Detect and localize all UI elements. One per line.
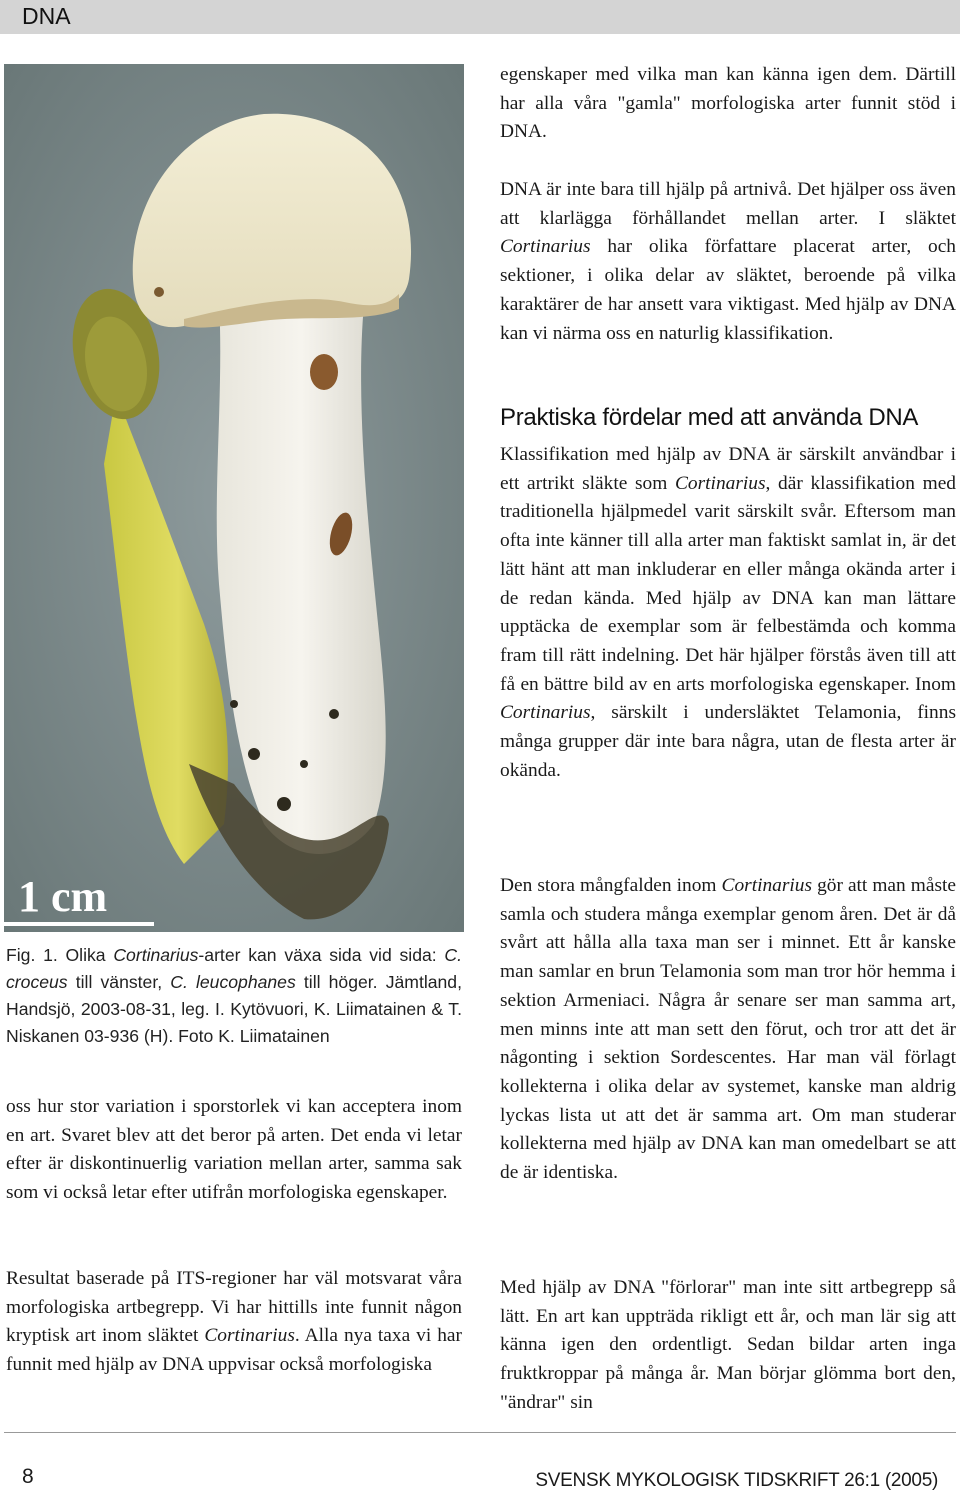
scale-label: 1 cm [18,872,108,921]
left-p1-run-0: oss hur stor variation i sporstorlek vi kan acceptera inom en art. Svaret blev att det beror på arten. Det enda vi letar efter är diskontinuerlig variation mellan arter, samma sak som vi också letar efter utifrån morfologiska egenskaper. [6,1096,462,1204]
journal-name: SVENSK MYKOLOGISK TIDSKRIFT 26:1 (2005) [535,1470,938,1491]
caption-run-5: C. leucophanes [170,972,296,992]
right-p4-run-2: gör att man måste samla och studera många exemplar genom åren. Det är då svårt att hålla alla taxa man ser i minnet. Ett år kanske man samlar en brun Telamonia som man tror hör hemma i sektion Armeniaci. Några år senare ser man samma art, men minns inte att man sett den förut, och tror att det är någonting i sektion Sordescentes. Har man väl förlagt kollekterna i olika delar av systemet, kanske man aldrig lyckas lista ut att det är samma art. Om man studerar kollekterna med hjälp av DNA kan man omedelbart se att de är identiska. [500,875,956,1184]
right-p3-run-0: Klassifikation med hjälp av DNA är särskilt användbar i ett artrikt släkte som [500,444,956,494]
right-paragraph-1 [500,61,956,147]
caption-run-6: till höger. Jämtland, Handsjö, 2003-08-31, leg. I. Kytövuori, K. Liimatainen & T. Niskanen 03-936 (H). Foto K. Liimatainen [6,972,462,1046]
right-p5-run-0: Med hjälp av DNA "förlorar" man inte sitt artbegrepp så lätt. En art kan uppträda rikligt ett år, och man lär sig att känna igen den ordentligt. Sedan bildar arten inga fruktkroppar på många år. Man börjar glömma bort den, "ändrar" sin [500,1277,956,1413]
left-p2-run-0: Resultat baserade på ITS-regioner har väl motsvarat våra morfologiska artbegrepp. Vi har hittills inte funnit någon kryptisk art inom släktet [6,1268,462,1347]
right-paragraph-5 [500,1274,956,1418]
right-p4-run-1: Cortinarius [721,875,813,896]
scale-bar [4,922,154,926]
header-bar [0,0,960,34]
right-p3-run-3: Cortinarius [500,702,591,724]
right-p3-run-4: , särskilt i undersläktet Telamonia, finns många grupper där inte bara några, utan de flesta arter är okända. [500,702,956,781]
section-heading: Praktiska fördelar med att använda DNA [500,404,919,431]
page-number: 8 [22,1465,34,1488]
caption-run-3: C. croceus [6,945,462,992]
left-p2-run-1: Cortinarius [204,1325,295,1347]
left-p2-run-2: . Alla nya taxa vi har funnit med hjälp av DNA uppvisar också morfologiska [6,1325,462,1376]
right-p3-run-2: , där klassifikation med traditionella hjälpmedel varit särskilt svår. Eftersom man ofta inte känner till alla arter man faktiskt samlat in, är det lätt hänt att man inkluderar en eller många okända arter i de redan kända. Med hjälp av DNA kan man lättare upptäcka de exemplar som är felbestämda och komma fram till rätt indelning. Det här hjälper förstås även till att få en bättre bild av en arts morfologiska egenskaper. Inom [500,472,956,695]
running-header: DNA [22,3,71,29]
left-paragraph-1 [6,1093,462,1208]
right-p3-run-1: Cortinarius [675,472,766,494]
caption-run-4: till vänster, [67,972,171,992]
caption-run-0: Fig. 1. Olika [6,945,114,965]
right-p4-run-0: Den stora mångfalden inom [500,875,722,896]
right-p1-run-0: egenskaper med vilka man kan känna igen dem. Därtill har alla våra "gamla" morfologiska arter funnit stöd i DNA. [500,64,956,143]
left-paragraph-2 [6,1265,462,1380]
right-p2-run-2: har olika författare placerat arter, och sektioner, i olika delar av släktet, beroende på vilka karaktärer de har ansett vara viktigast. Med hjälp av DNA kan vi närma oss en naturlig klassifikation. [500,236,956,344]
figure-caption [6,942,462,1050]
right-paragraph-3 [500,441,956,785]
right-paragraph-4 [500,872,956,1188]
right-p2-run-0: DNA är inte bara till hjälp på artnivå. Det hjälper oss även att klarlägga förhållandet mellan arter. I släktet [500,179,956,229]
mushroom-photo [4,64,464,932]
caption-run-1: Cortinarius [113,945,199,965]
right-p2-run-1: Cortinarius [500,236,591,258]
footer-rule [4,1432,956,1433]
caption-run-2: -arter kan växa sida vid sida: [198,945,445,965]
right-paragraph-2 [500,176,956,348]
